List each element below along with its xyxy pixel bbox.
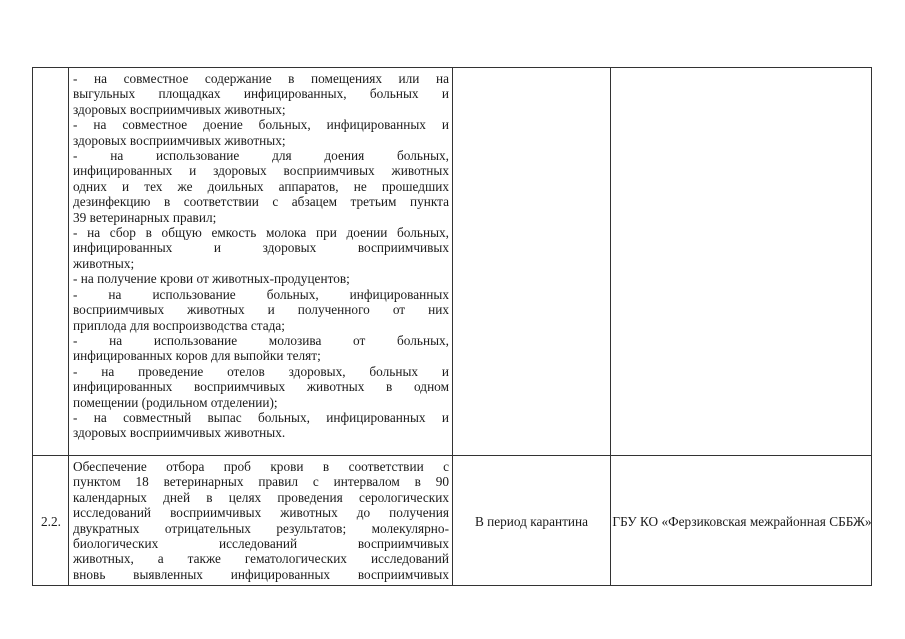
description-line: календарных дней в целях проведения серологических [73,489,449,505]
description-line: животных; [73,255,135,271]
description-line: здоровых восприимчивых животных; [73,101,286,117]
description-line: здоровых восприимчивых животных; [73,132,286,148]
description-line: - на использование больных, инфицированных [73,286,449,302]
row2-description [69,459,452,582]
period-cell: В период карантина [474,514,589,529]
description-line: - на сбор в общую емкость молока при доении больных, [73,225,449,241]
description-line: - на проведение отелов здоровых, больных и [73,363,449,379]
description-line: - на совместное доение больных, инфицированных и [73,117,449,133]
row-number: 2.2. [41,514,61,529]
description-line: приплода для воспроизводства стада; [73,317,285,333]
description-line: пунктом 18 ветеринарных правил с интервалом в 90 [73,474,449,490]
description-line: помещении (родильном отделении); [73,394,278,410]
description-line: Обеспечение отбора проб крови в соответствии с [73,459,449,474]
description-line: инфицированных коров для выпойки телят; [73,348,321,364]
description-line: двукратных отрицательных результатов; молекулярно- [73,520,449,536]
description-line: одних и тех же доильных аппаратов, не прошедших [73,178,449,194]
row-divider [33,455,871,456]
description-line: здоровых восприимчивых животных. [73,425,286,441]
description-line: - на совместное содержание в помещениях или на [73,71,449,86]
description-line: восприимчивых животных и полученного от них [73,302,449,318]
description-line: инфицированных и здоровых восприимчивых животных [73,163,449,179]
row1-description [69,71,452,441]
description-line: биологических исследований восприимчивых [73,536,449,552]
description-line: - на совместный выпас больных, инфицированных и [73,409,449,425]
description-line: исследований восприимчивых животных до получения [73,505,449,521]
column-divider [610,68,611,585]
column-divider [452,68,453,585]
description-line: выгульных площадках инфицированных, больных и [73,86,449,102]
description-line: дезинфекцию в соответствии с абзацем третьим пункта [73,194,449,210]
description-line: инфицированных восприимчивых животных в одном [73,379,449,395]
description-line: вновь выявленных инфицированных восприимчивых [73,566,449,582]
description-line: - на получение крови от животных-продуцентов; [73,271,350,287]
description-line: - на использование молозива от больных, [73,332,449,348]
description-line: инфицированных и здоровых восприимчивых [73,240,449,256]
description-line: 39 ветеринарных правил; [73,209,217,225]
responsible-cell: ГБУ КО «Ферзиковская межрайонная СББЖ» [612,514,872,529]
measures-table [32,67,872,586]
description-line: животных, а также гематологических исследований [73,551,449,567]
description-line: - на использование для доения больных, [73,148,449,164]
